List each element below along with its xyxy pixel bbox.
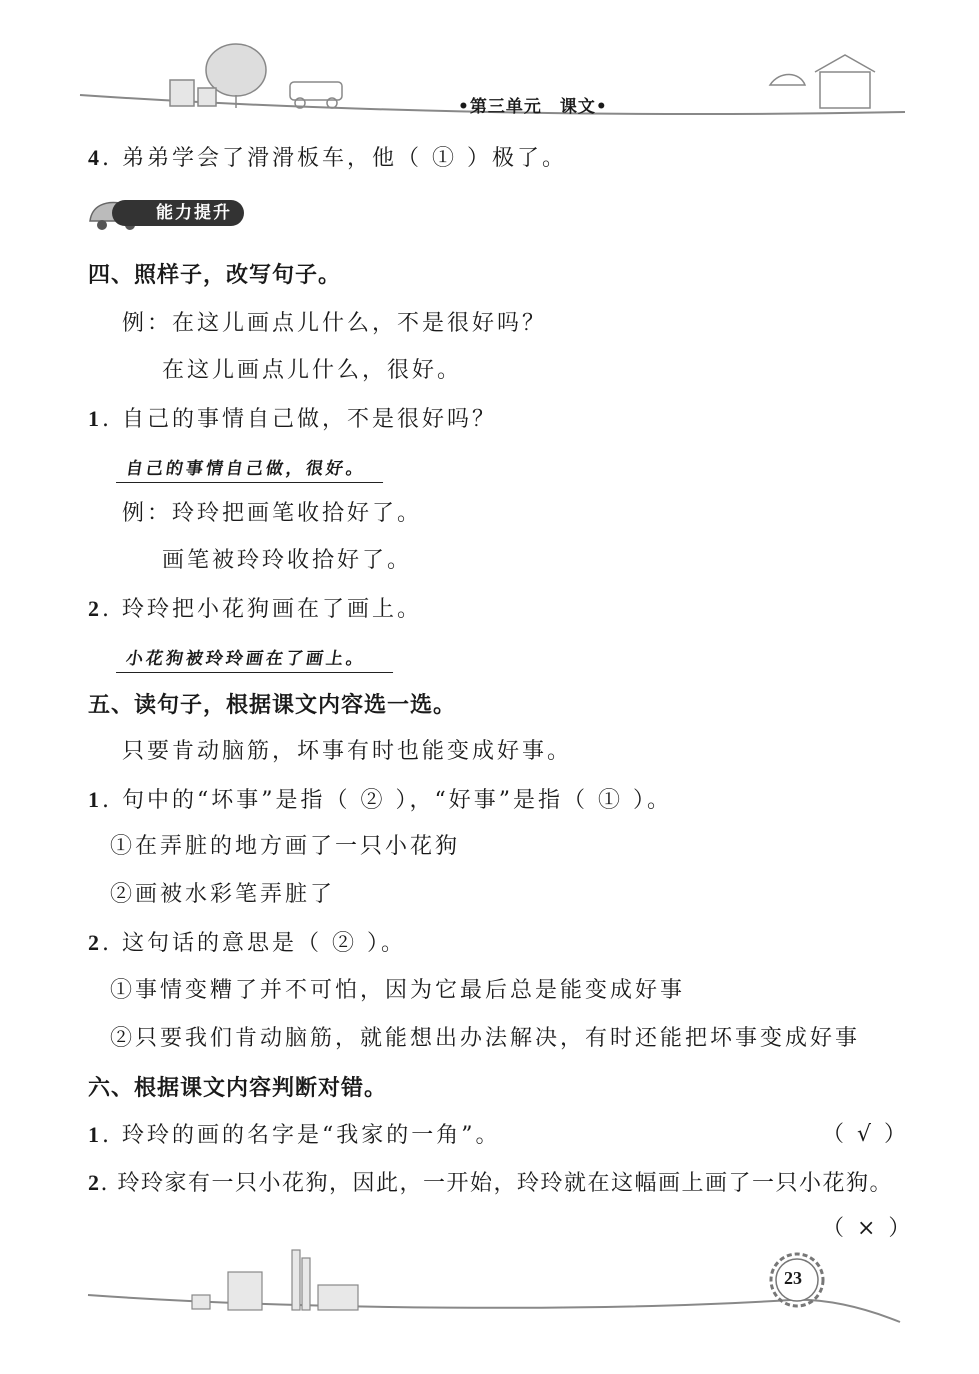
unit-header: •第三单元 课文• — [458, 97, 608, 117]
section-5-item-1: 1. 句中的“坏事”是指（ ② ），“好事”是指（ ① ）。 — [88, 787, 672, 813]
item-2-option-2: ②只要我们肯动脑筋，就能想出办法解决，有时还能把坏事变成好事 — [110, 1026, 861, 1051]
example-1-answer: 在这儿画点儿什么，很好。 — [162, 358, 463, 383]
example-2-question: 例：玲玲把画笔收拾好了。 — [122, 501, 423, 526]
car-illustration — [290, 82, 342, 108]
city-skyline-illustration — [192, 1250, 358, 1310]
section-5-title: 五、读句子，根据课文内容选一选。 — [88, 693, 457, 718]
ability-badge: 能力提升 — [112, 198, 244, 223]
section-4-item-2: 2. 玲玲把小花狗画在了画上。 — [88, 596, 422, 622]
question-4: 4. 弟弟学会了滑滑板车，他（ ① ）极了。 — [88, 145, 567, 171]
section-4-item-1: 1. 自己的事情自己做，不是很好吗？ — [88, 406, 497, 432]
section-6-item-2: 2. 玲玲家有一只小花狗，因此，一开始，玲玲就在这幅画上画了一只小花狗。 — [88, 1170, 893, 1196]
item-2-option-1: ①事情变糟了并不可怕，因为它最后总是能变成好事 — [110, 978, 686, 1003]
example-2-answer: 画笔被玲玲收拾好了。 — [162, 548, 413, 573]
section-6-title: 六、根据课文内容判断对错。 — [88, 1076, 388, 1101]
judgement-mark-1: （ √ ） — [822, 1122, 910, 1147]
item-1-option-2: ②画被水彩笔弄脏了 — [110, 882, 336, 907]
header-decoration — [0, 0, 979, 140]
house-illustration — [770, 55, 875, 108]
section-4-title: 四、照样子，改写句子。 — [88, 263, 342, 288]
example-1-question: 例：在这儿画点儿什么，不是很好吗？ — [122, 311, 548, 336]
item-1-option-1: ①在弄脏的地方画了一只小花狗 — [110, 834, 461, 859]
footer-decoration — [0, 1240, 979, 1370]
section-6-item-1: 1. 玲玲的画的名字是“我家的一角”。 — [88, 1122, 501, 1148]
page-number: 23 — [784, 1268, 802, 1288]
section-5-item-2: 2. 这句话的意思是（ ② ）。 — [88, 930, 406, 956]
answer-line-1: 自己的事情自己做，很好。 — [116, 454, 387, 483]
section-5-sentence: 只要肯动脑筋，坏事有时也能变成好事。 — [122, 739, 573, 764]
answer-line-2: 小花狗被玲玲画在了画上。 — [116, 644, 397, 673]
tree-illustration — [170, 44, 266, 108]
judgement-mark-2: （ × ） — [822, 1216, 914, 1241]
